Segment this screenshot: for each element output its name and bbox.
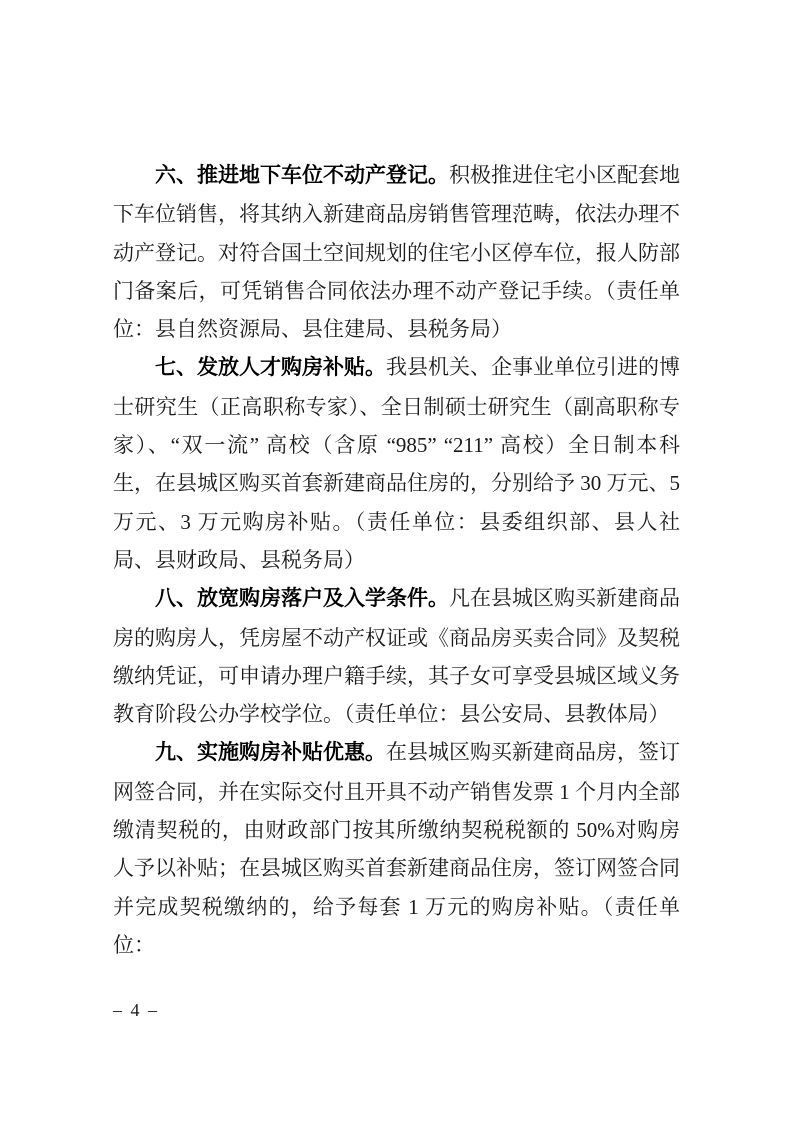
section-8-heading: 八、放宽购房落户及入学条件。 [155, 587, 449, 611]
section-8-body-text: 凡在县城区购买新建商品房的购房人，凭房屋不动产权证或《商品房买卖合同》及契税缴纳凭证，可申请办理户籍手续，其子女可享受县城区域义务教育阶段公办学校学位。（责任单位：县公安局、县教体局） [113, 586, 680, 727]
page-number: – 4 – [113, 1000, 159, 1020]
section-9-body-text: 在县城区购买新建商品房，签订网签合同，并在实际交付且开具不动产销售发票 1 个月内全部缴清契税的，由财政部门按其所缴纳契税税额的 50%对购房人予以补贴；在县城区购买首套新建商品住房，签订网签合同并完成契税缴纳的，给予每套 1 万元的购房补贴。（责任单位： [113, 740, 680, 957]
paragraph-section-8 [113, 579, 680, 733]
section-7-body-text: 我县机关、企事业单位引进的博士研究生（正高职称专家）、全日制硕士研究生（副高职称专家）、“双一流” 高校（含原 “985” “211” 高校）全日制本科生，在县城区购买首套新建商品住房的，分别给予 30 万元、5 万元、3 万元购房补贴。（责任单位：县委组织部、县人社局、县财政局、县税务局） [113, 355, 680, 572]
section-6-heading: 六、推进地下车位不动产登记。 [155, 164, 449, 187]
section-7-heading: 七、发放人才购房补贴。 [155, 356, 386, 380]
section-9-heading: 九、实施购房补贴优惠。 [155, 741, 386, 765]
paragraph-section-6 [113, 156, 680, 348]
section-6-body-text: 积极推进住宅小区配套地下车位销售，将其纳入新建商品房销售管理范畴，依法办理不动产登记。对符合国土空间规划的住宅小区停车位，报人防部门备案后，可凭销售合同依法办理不动产登记手续。（责任单位：县自然资源局、县住建局、县税务局） [113, 163, 680, 342]
paragraph-section-9 [113, 733, 680, 964]
document-body [113, 156, 680, 964]
paragraph-section-7 [113, 348, 680, 579]
